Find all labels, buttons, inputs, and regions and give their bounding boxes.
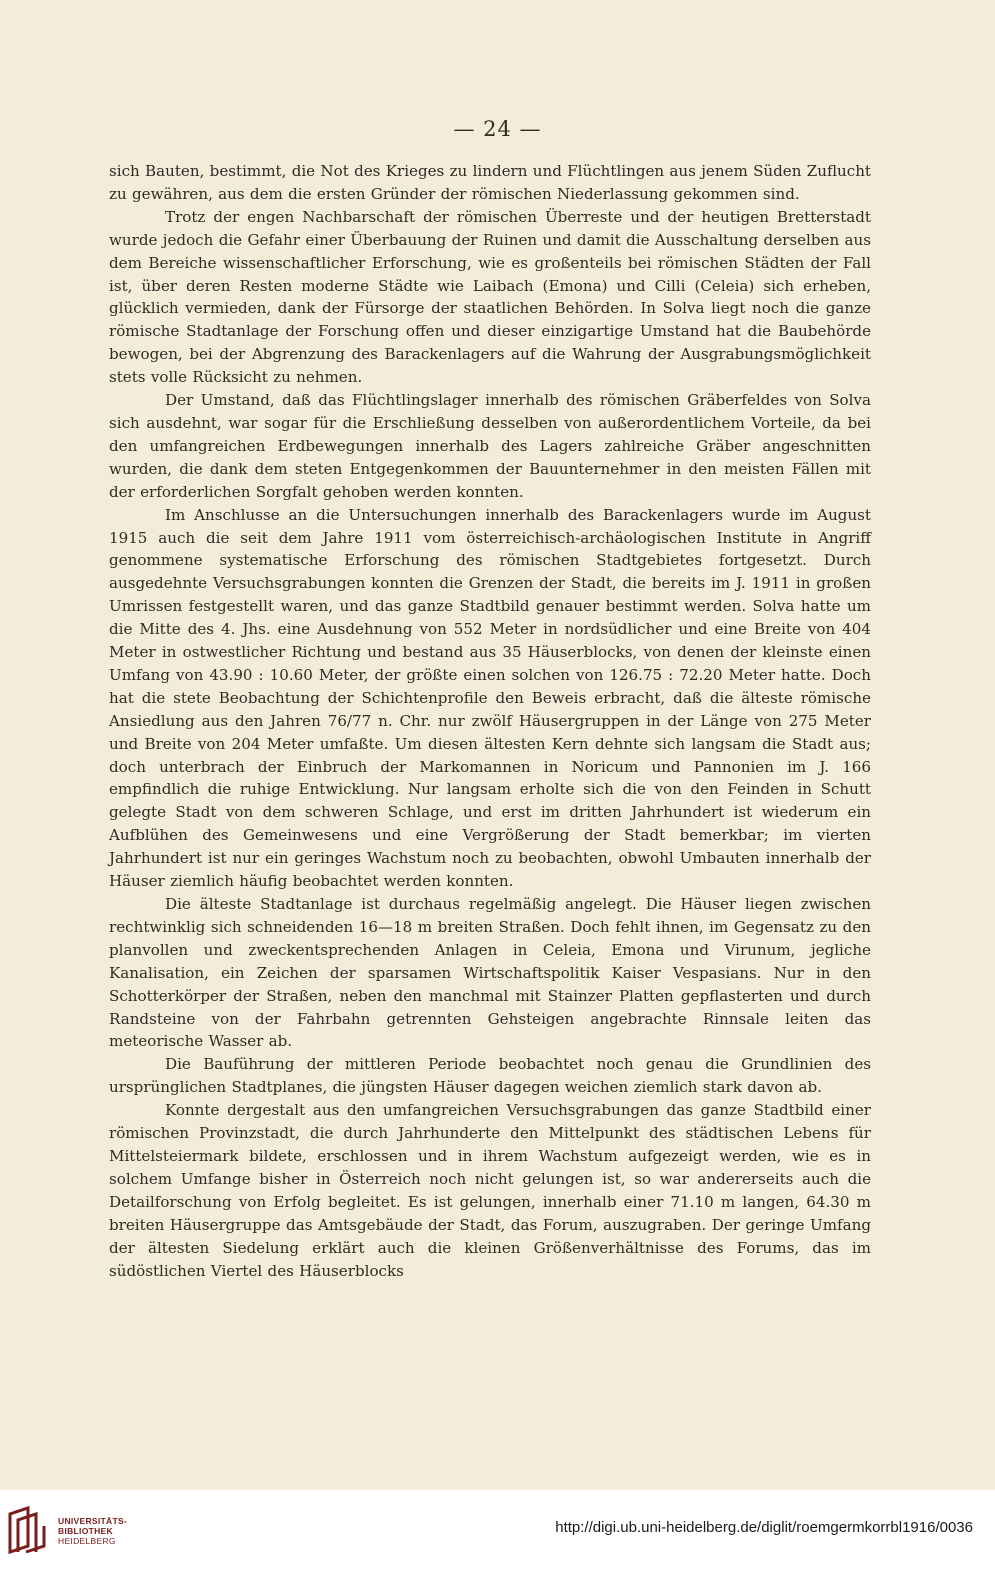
library-name-line: BIBLIOTHEK (58, 1526, 113, 1536)
body-text (109, 160, 871, 1282)
paragraph: sich Bauten, bestimmt, die Not des Krieges zu lindern und Flüchtlingen aus jenem Süden Zuflucht zu gewähren, aus dem die ersten Gründer der römischen Niederlassung gekommen sind. (109, 162, 871, 203)
source-url-link[interactable]: http://digi.ub.uni-heidelberg.de/diglit/roemgermkorrbl1916/0036 (555, 1519, 973, 1536)
library-name (58, 1516, 127, 1546)
paragraph: Der Umstand, daß das Flüchtlingslager innerhalb des römischen Gräberfeldes von Solva sich ausdehnt, war sogar für die Erschließung desselben von außerordentlichem Vorteile, da bei den umfangreichen Erdbewegungen innerhalb des Lagers zahlreiche Gräber angeschnitten wurden, die dank dem steten Entgegenkommen der Bauunternehmer in den meisten Fällen mit der erforderlichen Sorgfalt gehoben werden konnten. (109, 391, 871, 501)
university-library-logo-icon (6, 1504, 52, 1556)
paragraph: Im Anschlusse an die Untersuchungen innerhalb des Barackenlagers wurde im August 1915 auch die seit dem Jahre 1911 vom österreichisch-archäologischen Institute in Angriff genommene systematische Erforschung des römischen Stadtgebietes fortgesetzt. Durch ausgedehnte Versuchsgrabungen konnten die Grenzen der Stadt, die bereits im J. 1911 in großen Umrissen festgestellt waren, und das ganze Stadtbild genauer bestimmt werden. Solva hatte um die Mitte des 4. Jhs. eine Ausdehnung von 552 Meter in nordsüdlicher und eine Breite von 404 Meter in ostwestlicher Richtung und bestand aus 35 Häuserblocks, von denen der kleinste einen Umfang von 43.90 : 10.60 Meter, der größte einen solchen von 126.75 : 72.20 Meter hatte. Doch hat die stete Beobachtung der Schichtenprofile den Beweis erbracht, daß die älteste römische Ansiedlung aus den Jahren 76/77 n. Chr. nur zwölf Häusergruppen in der Länge von 275 Meter und Breite von 204 Meter umfaßte. Um diesen ältesten Kern dehnte sich langsam die Stadt aus; doch unterbrach der Einbruch der Markomannen in Noricum und Pannonien im J. 166 empfindlich die ruhige Entwicklung. Nur langsam erholte sich die von den Feinden in Schutt gelegte Stadt von dem schweren Schlage, und erst im dritten Jahrhundert ist wiederum ein Aufblühen des Gemeinwesens und eine Vergrößerung der Stadt bemerkbar; im vierten Jahrhundert ist nur ein geringes Wachstum noch zu beobachten, obwohl Umbauten innerhalb der Häuser ziemlich häufig beobachtet werden konnten. (109, 505, 871, 891)
paragraph: Konnte dergestalt aus den umfangreichen Versuchsgrabungen das ganze Stadtbild einer römischen Provinzstadt, die durch Jahrhunderte den Mittelpunkt des städtischen Lebens für Mittelsteiermark bildete, erschlossen und in ihrem Wachstum aufgezeigt werden, wie es in solchem Umfange bisher in Österreich noch nicht gelungen ist, so war andererseits auch die Detailforschung von Erfolg begleitet. Es ist gelungen, innerhalb einer 71.10 m langen, 64.30 m breiten Häusergruppe das Amtsgebäude der Stadt, das Forum, auszugraben. Der geringe Umfang der ältesten Siedelung erklärt auch die kleinen Größenverhältnisse des Forums, das im südöstlichen Viertel des Häuserblocks (109, 1101, 871, 1280)
page-number: — 24 — (453, 117, 542, 141)
paragraph: Trotz der engen Nachbarschaft der römischen Überreste und der heutigen Bretterstadt wurde jedoch die Gefahr einer Überbauung der Ruinen und damit die Ausschaltung derselben aus dem Bereiche wissenschaftlicher Erforschung, wie es großenteils bei römischen Städten der Fall ist, über deren Resten moderne Städte wie Laibach (Emona) und Cilli (Celeia) sich erheben, glücklich vermieden, dank der Fürsorge der staatlichen Behörden. In Solva liegt noch die ganze römische Stadtanlage der Forschung offen und dieser einzigartige Umstand hat die Baubehörde bewogen, bei der Abgrenzung des Barackenlagers auf die Wahrung der Ausgrabungsmöglichkeit stets volle Rücksicht zu nehmen. (109, 207, 871, 387)
paragraph: Die älteste Stadtanlage ist durchaus regelmäßig angelegt. Die Häuser liegen zwischen rechtwinklig sich schneidenden 16—18 m breiten Straßen. Doch fehlt ihnen, im Gegensatz zu den planvollen und zweckentsprechenden Anlagen in Celeia, Emona und Virunum, jegliche Kanalisation, ein Zeichen der sparsamen Wirtschaftspolitik Kaiser Vespasians. Nur in den Schotterkörper der Straßen, neben den manchmal mit Stainzer Platten gepflasterten und durch Randsteine von der Fahrbahn getrennten Gehsteigen angebrachte Rinnsale leiten das meteorische Wasser ab. (109, 895, 871, 1051)
library-name-line: HEIDELBERG (58, 1536, 116, 1546)
paragraph: Die Bauführung der mittleren Periode beobachtet noch genau die Grundlinien des ursprünglichen Stadtplanes, die jüngsten Häuser dagegen weichen ziemlich stark davon ab. (109, 1055, 871, 1097)
library-name-line: UNIVERSITÄTS- (58, 1516, 128, 1526)
